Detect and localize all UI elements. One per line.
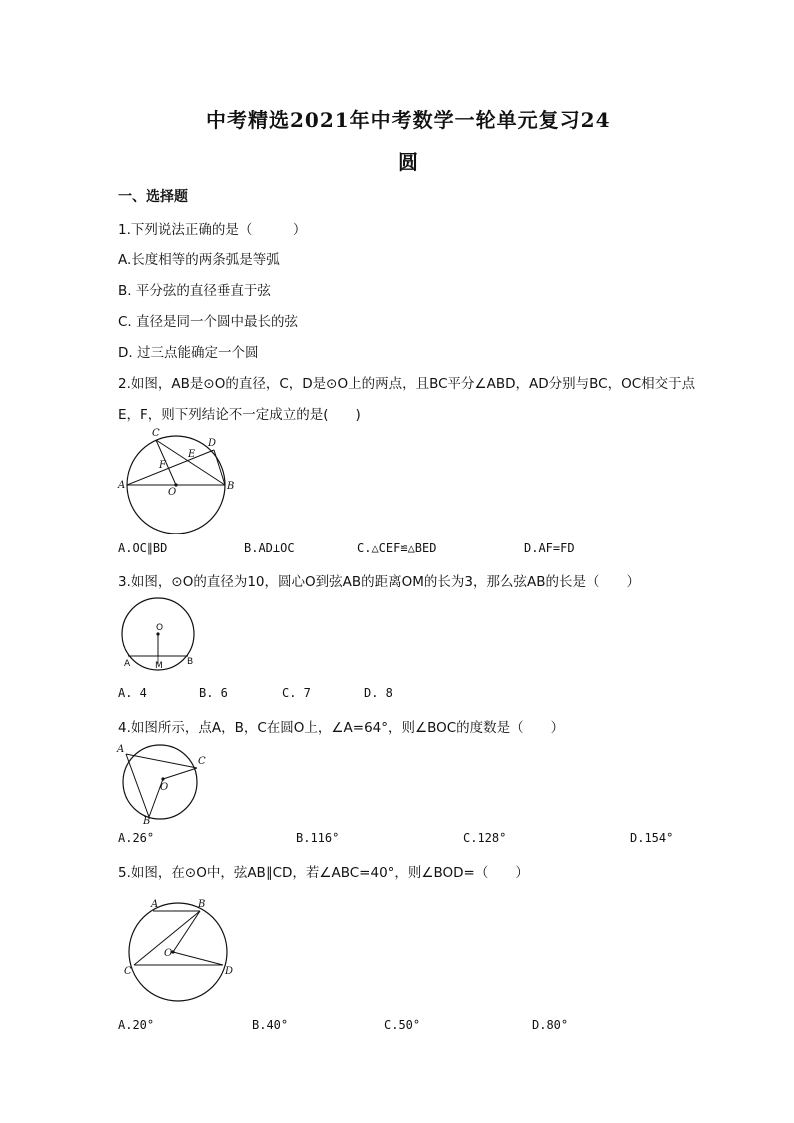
q4-label-b: B xyxy=(143,816,151,826)
question-2-stem-line2: E，F，则下列结论不一定成立的是( ) xyxy=(118,407,361,423)
question-4-option-c: C.128° xyxy=(463,831,507,845)
document-title-line2: 圆 xyxy=(398,150,419,174)
question-4-option-d: D.154° xyxy=(630,831,674,845)
q3-label-o: O xyxy=(156,623,164,633)
question-5-option-a: A.20° xyxy=(118,1018,155,1032)
q5-label-d: D xyxy=(225,966,234,977)
question-3-option-a: A. 4 xyxy=(118,686,147,700)
question-5-option-d: D.80° xyxy=(532,1018,569,1032)
q2-label-b: B xyxy=(227,481,235,492)
question-2-option-d: D.AF=FD xyxy=(524,541,575,555)
question-5-option-b: B.40° xyxy=(252,1018,289,1032)
section-heading: 一、选择题 xyxy=(118,189,188,205)
q4-label-c: C xyxy=(198,756,206,767)
q2-label-c: C xyxy=(152,428,160,439)
question-1-option-a: A.长度相等的两条弧是等弧 xyxy=(118,252,280,268)
question-3-option-c: C. 7 xyxy=(282,686,311,700)
q5-label-a: A xyxy=(151,899,159,910)
question-4-figure xyxy=(114,740,212,826)
q3-label-m: M xyxy=(155,661,163,671)
question-2-option-c: C.△CEF≌△BED xyxy=(357,541,437,555)
question-5-option-c: C.50° xyxy=(384,1018,421,1032)
question-3-figure xyxy=(116,596,200,676)
q3-label-a: A xyxy=(124,659,131,669)
question-3-option-b: B. 6 xyxy=(199,686,228,700)
question-1-option-c: C. 直径是同一个圆中最长的弦 xyxy=(118,314,299,330)
q5-label-c: C xyxy=(124,966,132,977)
q5-label-o: O xyxy=(164,948,173,959)
question-2-figure xyxy=(116,428,240,534)
q2-label-a: A xyxy=(118,480,126,491)
question-5-stem: 5.如图，在⊙O中，弦AB∥CD，若∠ABC=40°，则∠BOD=（ ） xyxy=(118,865,529,881)
question-2-stem-line1: 2.如图，AB是⊙O的直径，C，D是⊙O上的两点，且BC平分∠ABD，AD分别与BC，OC相交于点 xyxy=(118,376,696,392)
question-2-option-b: B.AD⊥OC xyxy=(244,541,295,555)
question-1-option-b: B. 平分弦的直径垂直于弦 xyxy=(118,283,271,299)
question-4-stem: 4.如图所示，点A，B，C在圆O上，∠A=64°，则∠BOC的度数是（ ） xyxy=(118,720,565,736)
q4-label-o: O xyxy=(160,782,169,793)
question-4-option-a: A.26° xyxy=(118,831,155,845)
question-2-option-a: A.OC∥BD xyxy=(118,541,168,555)
question-1-option-d: D. 过三点能确定一个圆 xyxy=(118,345,259,361)
question-5-figure xyxy=(120,894,242,1006)
q2-label-o: O xyxy=(168,487,177,498)
q2-label-e: E xyxy=(188,449,196,460)
document-title-line1: 中考精选2021年中考数学一轮单元复习24 xyxy=(206,108,611,132)
q5-label-b: B xyxy=(198,899,206,910)
question-1-stem: 1.下列说法正确的是（ ） xyxy=(118,222,307,238)
q2-label-d: D xyxy=(208,438,217,449)
question-4-option-b: B.116° xyxy=(296,831,340,845)
question-3-option-d: D. 8 xyxy=(364,686,393,700)
question-3-stem: 3.如图，⊙O的直径为10，圆心O到弦AB的距离OM的长为3，那么弦AB的长是（ ） xyxy=(118,574,640,590)
q4-label-a: A xyxy=(117,744,125,755)
q3-label-b: B xyxy=(187,657,194,667)
q2-label-f: F xyxy=(159,460,166,471)
